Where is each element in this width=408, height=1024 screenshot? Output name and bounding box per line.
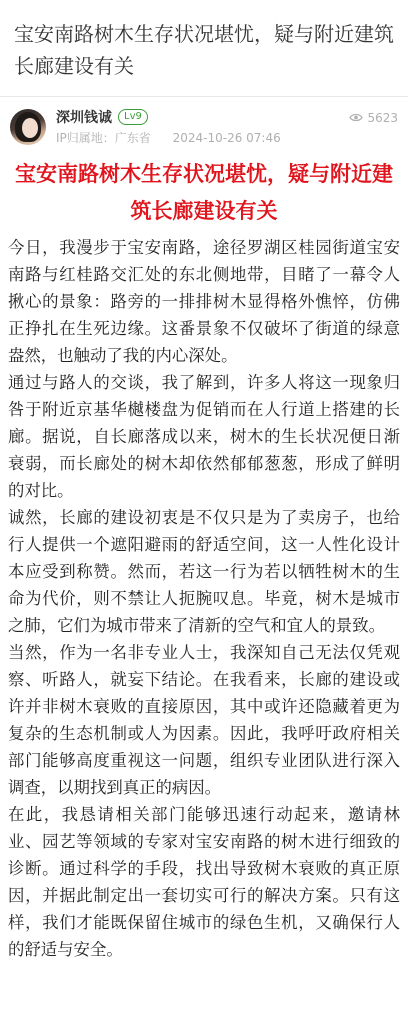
title-block: [0, 0, 408, 96]
view-count-value: 5623: [367, 110, 398, 125]
author-meta: [56, 129, 349, 146]
ip-location: IP归属地：广东省: [56, 131, 151, 145]
article-paragraph: 通过与路人的交谈，我了解到，许多人将这一现象归咎于附近京基华樾楼盘为促销而在人行道上搭建的长廊。据说，自长廊落成以来，树木的生长状况便日渐衰弱，而长廊处的树木却依然郁郁葱葱，形成了鲜明的对比。: [8, 373, 400, 500]
author-info: [56, 107, 349, 146]
author-name[interactable]: 深圳钱诚: [56, 110, 112, 126]
avatar[interactable]: [10, 109, 46, 145]
view-count: [349, 111, 398, 125]
article-paragraph: 当然，作为一名非专业人士，我深知自己无法仅凭观察、听路人，就妄下结论。在我看来，长廊的建设或许并非树木衰败的直接原因，其中或许还隐藏着更为复杂的生态机制或人为因素。因此，我呼吁政府相关部门能够高度重视这一问题，组织专业团队进行深入调查，以期找到真正的病因。: [8, 643, 400, 797]
author-name-row: [56, 107, 349, 127]
article-body: [0, 234, 408, 963]
avatar-face: [22, 118, 38, 138]
post-date: 2024-10-26 07:46: [172, 131, 281, 145]
article-paragraph: 诚然，长廊的建设初衷是不仅只是为了卖房子，也给行人提供一个遮阳避雨的舒适空间，这一人性化设计本应受到称赞。然而，若这一行为若以牺牲树木的生命为代价，则不禁让人扼腕叹息。毕竟，树木是城市之肺，它们为城市带来了清新的空气和宜人的景致。: [8, 508, 400, 635]
eye-icon: [349, 113, 363, 122]
article-paragraph: 在此，我恳请相关部门能够迅速行动起来，邀请林业、园艺等领域的专家对宝安南路的树木进行细致的诊断。通过科学的手段，找出导致树木衰败的真正原因，并据此制定出一套切实可行的解决方案。只有这样，我们才能既保留住城市的绿色生机，又确保行人的舒适与安全。: [8, 805, 400, 959]
author-bar: [0, 97, 408, 154]
article-paragraph: 今日，我漫步于宝安南路，途径罗湖区桂园街道宝安南路与红桂路交汇处的东北侧地带，目睹了一幕令人揪心的景象：路旁的一排排树木显得格外憔悴，仿佛正挣扎在生死边缘。这番景象不仅破坏了街道的绿意盎然，也触动了我的内心深处。: [8, 238, 400, 365]
level-badge: Lv9: [118, 109, 148, 125]
article-headline: 宝安南路树木生存状况堪忧，疑与附近建筑长廊建设有关: [15, 162, 393, 223]
page-title: 宝安南路树木生存状况堪忧，疑与附近建筑长廊建设有关: [14, 22, 394, 78]
